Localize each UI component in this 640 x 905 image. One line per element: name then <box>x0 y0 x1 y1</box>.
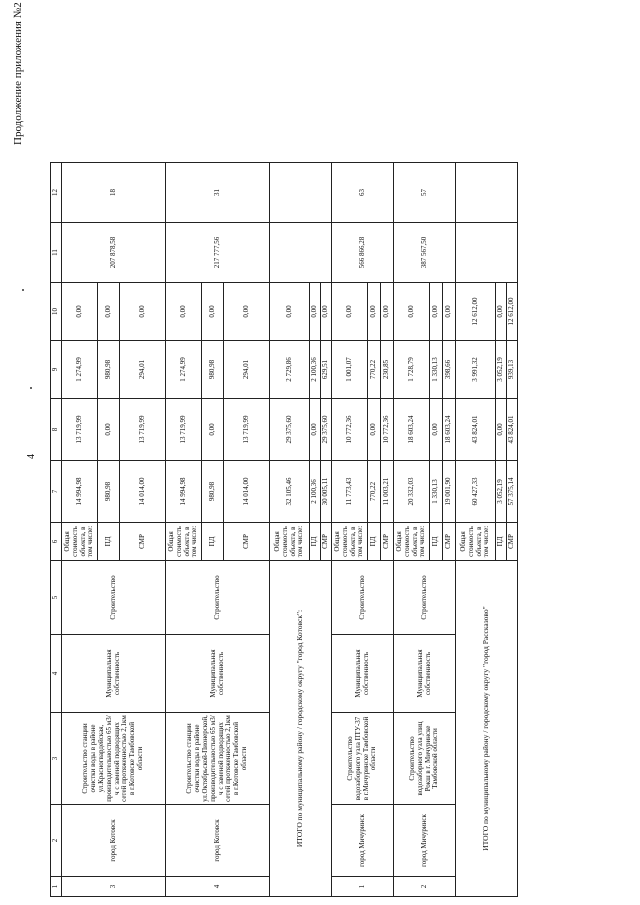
cell-c8: 43 824,01 <box>507 399 518 461</box>
col-num: 10 <box>51 283 62 341</box>
table-row <box>394 163 430 897</box>
cell-c7: 20 332,03 <box>394 461 430 523</box>
cell-c8: 29 375,60 <box>321 399 332 461</box>
cell-c7: 3 052,19 <box>496 461 507 523</box>
cell-c10: 0,00 <box>120 283 166 341</box>
cell-c9: 980,98 <box>98 341 120 399</box>
cell-c8: 10 772,36 <box>332 399 368 461</box>
table-row <box>166 163 202 897</box>
total-label: Общая стоимость объекта, в том числе: <box>456 523 496 561</box>
object-name: Строительство станции очистки воды в районе ул.Красногвардейская, производительностью 65 м3/ч с заменой подводящих сетей протяженностью 2,1км в г.Котовске Тамбовской области <box>62 713 166 805</box>
cell-c9: 2 729,86 <box>270 341 310 399</box>
pd-label: ПД <box>368 523 381 561</box>
cell-c9: 629,51 <box>321 341 332 399</box>
row-number: 1 <box>332 877 394 897</box>
cell-c9: 2 100,36 <box>310 341 321 399</box>
municipality: город Мичуринск <box>394 805 456 877</box>
col-num: 7 <box>51 461 62 523</box>
col-num: 9 <box>51 341 62 399</box>
cell-c10: 12 612,00 <box>456 283 496 341</box>
smr-label: СМР <box>381 523 394 561</box>
cell-c10: 0,00 <box>368 283 381 341</box>
cell-c7: 11 773,43 <box>332 461 368 523</box>
cell-c9: 770,22 <box>368 341 381 399</box>
smr-label: СМР <box>443 523 456 561</box>
page-number: 4 <box>26 454 37 459</box>
work-type: Строительство <box>394 561 456 635</box>
col-num: 11 <box>51 223 62 283</box>
cell-c12: 63 <box>332 163 394 223</box>
cell-c9: 230,85 <box>381 341 394 399</box>
cell-c8: 13 719,99 <box>224 399 270 461</box>
col-num: 2 <box>51 805 62 877</box>
cell-c10: 0,00 <box>496 283 507 341</box>
cell-c7: 30 005,11 <box>321 461 332 523</box>
cell-c11: 217 777,56 <box>166 223 270 283</box>
col-num: 5 <box>51 561 62 635</box>
smr-label: СМР <box>120 523 166 561</box>
cell-c10: 0,00 <box>310 283 321 341</box>
cell-c8: 0,00 <box>310 399 321 461</box>
work-type: Строительство <box>166 561 270 635</box>
cell-c9: 1 728,79 <box>394 341 430 399</box>
pd-label: ПД <box>496 523 507 561</box>
cell-c7: 2 100,36 <box>310 461 321 523</box>
municipality: город Котовск <box>166 805 270 877</box>
cell-c9: 294,01 <box>120 341 166 399</box>
cell-c11: 387 567,50 <box>394 223 456 283</box>
total-row <box>270 163 310 897</box>
cell-c8: 0,00 <box>368 399 381 461</box>
cell-c10: 12 612,00 <box>507 283 518 341</box>
cell-c7: 57 375,14 <box>507 461 518 523</box>
municipality: город Котовск <box>62 805 166 877</box>
pd-label: ПД <box>202 523 224 561</box>
row-number: 3 <box>62 877 166 897</box>
cell-c10: 0,00 <box>224 283 270 341</box>
total-label: Общая стоимость объекта, в том числе: <box>270 523 310 561</box>
cell-c10: 0,00 <box>394 283 430 341</box>
cell-c10: 0,00 <box>332 283 368 341</box>
ownership: Муниципальная собственность <box>394 635 456 713</box>
cell-c11-empty <box>270 223 332 283</box>
cell-c10: 0,00 <box>202 283 224 341</box>
cell-c9: 1 001,07 <box>332 341 368 399</box>
cell-c8: 0,00 <box>496 399 507 461</box>
pd-label: ПД <box>310 523 321 561</box>
cell-c8: 29 375,60 <box>270 399 310 461</box>
total-row <box>456 163 496 897</box>
row-number: 4 <box>166 877 270 897</box>
investment-table <box>50 162 518 897</box>
total-label-kotovsk: ИТОГО по муниципальному району / городскому округу "город Котовск": <box>270 561 332 897</box>
table-row <box>332 163 368 897</box>
cell-c9: 1 330,13 <box>430 341 443 399</box>
cell-c8: 10 772,36 <box>381 399 394 461</box>
row-number: 2 <box>394 877 456 897</box>
column-number-row <box>51 163 62 897</box>
cell-c7: 60 427,33 <box>456 461 496 523</box>
cell-c10: 0,00 <box>381 283 394 341</box>
work-type: Строительство <box>332 561 394 635</box>
pd-label: ПД <box>98 523 120 561</box>
cell-c8: 13 719,99 <box>120 399 166 461</box>
municipality: город Мичуринск <box>332 805 394 877</box>
object-name: Строительство водозаборного узла ПТУ-37 в г.Мичуринске Тамбовской области <box>332 713 394 805</box>
cell-c11: 207 878,58 <box>62 223 166 283</box>
total-label-rasskazovo: ИТОГО по муниципальному району / городскому округу "город Рассказово" <box>456 561 518 897</box>
col-num: 8 <box>51 399 62 461</box>
cell-c11: 566 866,28 <box>332 223 394 283</box>
cell-c10: 0,00 <box>166 283 202 341</box>
cell-c12: 31 <box>166 163 270 223</box>
smr-label: СМР <box>224 523 270 561</box>
col-num: 12 <box>51 163 62 223</box>
cell-c12: 18 <box>62 163 166 223</box>
total-label: Общая стоимость объекта, в том числе: <box>166 523 202 561</box>
col-num: 3 <box>51 713 62 805</box>
cell-c7: 14 014,00 <box>120 461 166 523</box>
cell-c12-empty <box>456 163 518 223</box>
cell-c9: 3 052,19 <box>496 341 507 399</box>
cell-c8: 13 719,99 <box>166 399 202 461</box>
work-type: Строительство <box>62 561 166 635</box>
cell-c8: 0,00 <box>202 399 224 461</box>
total-label: Общая стоимость объекта, в том числе: <box>332 523 368 561</box>
ownership: Муниципальная собственность <box>332 635 394 713</box>
cell-c10: 0,00 <box>98 283 120 341</box>
cell-c7: 14 994,98 <box>166 461 202 523</box>
cell-c10: 0,00 <box>430 283 443 341</box>
continuation-title: Продолжение приложения №2 <box>12 2 24 145</box>
smr-label: СМР <box>321 523 332 561</box>
col-num: 4 <box>51 635 62 713</box>
cell-c9: 3 991,32 <box>456 341 496 399</box>
cell-c8: 0,00 <box>430 399 443 461</box>
total-label: Общая стоимость объекта, в том числе: <box>394 523 430 561</box>
ownership: Муниципальная собственность <box>166 635 270 713</box>
cell-c7: 11 003,21 <box>381 461 394 523</box>
pd-label: ПД <box>430 523 443 561</box>
cell-c9: 294,01 <box>224 341 270 399</box>
cell-c8: 13 719,99 <box>62 399 98 461</box>
object-name: Строительство водозаборного узла улиц Рокш в г. Мичуринске Тамбовской области <box>394 713 456 805</box>
cell-c10: 0,00 <box>443 283 456 341</box>
cell-c7: 14 014,00 <box>224 461 270 523</box>
cell-c8: 43 824,01 <box>456 399 496 461</box>
cell-c7: 980,98 <box>98 461 120 523</box>
cell-c10: 0,00 <box>321 283 332 341</box>
cell-c8: 18 603,24 <box>443 399 456 461</box>
cell-c8: 0,00 <box>98 399 120 461</box>
total-label: Общая стоимость объекта, в том числе: <box>62 523 98 561</box>
cell-c11-empty <box>456 223 518 283</box>
cell-c9: 398,66 <box>443 341 456 399</box>
col-num: 6 <box>51 523 62 561</box>
cell-c8: 18 603,24 <box>394 399 430 461</box>
cell-c9: 939,13 <box>507 341 518 399</box>
cell-c7: 980,98 <box>202 461 224 523</box>
cell-c12: 57 <box>394 163 456 223</box>
col-num: 1 <box>51 877 62 897</box>
cell-c12-empty <box>270 163 332 223</box>
cell-c9: 980,98 <box>202 341 224 399</box>
smr-label: СМР <box>507 523 518 561</box>
cell-c9: 1 274,99 <box>62 341 98 399</box>
cell-c7: 19 001,90 <box>443 461 456 523</box>
scan-speck <box>22 289 24 291</box>
cell-c7: 14 994,98 <box>62 461 98 523</box>
table-row <box>62 163 98 897</box>
cell-c7: 770,22 <box>368 461 381 523</box>
cell-c9: 1 274,99 <box>166 341 202 399</box>
cell-c10: 0,00 <box>62 283 98 341</box>
cell-c7: 1 330,13 <box>430 461 443 523</box>
cell-c7: 32 105,46 <box>270 461 310 523</box>
scan-speck <box>30 387 32 389</box>
ownership: Муниципальная собственность <box>62 635 166 713</box>
object-name: Строительство станции очистки воды в районе ул.Октябрьской-Пионерской, производительностью 65 м3/ч с заменой подводящих сетей протяженностью 2,1км в г.Котовске Тамбовской области <box>166 713 270 805</box>
cell-c10: 0,00 <box>270 283 310 341</box>
